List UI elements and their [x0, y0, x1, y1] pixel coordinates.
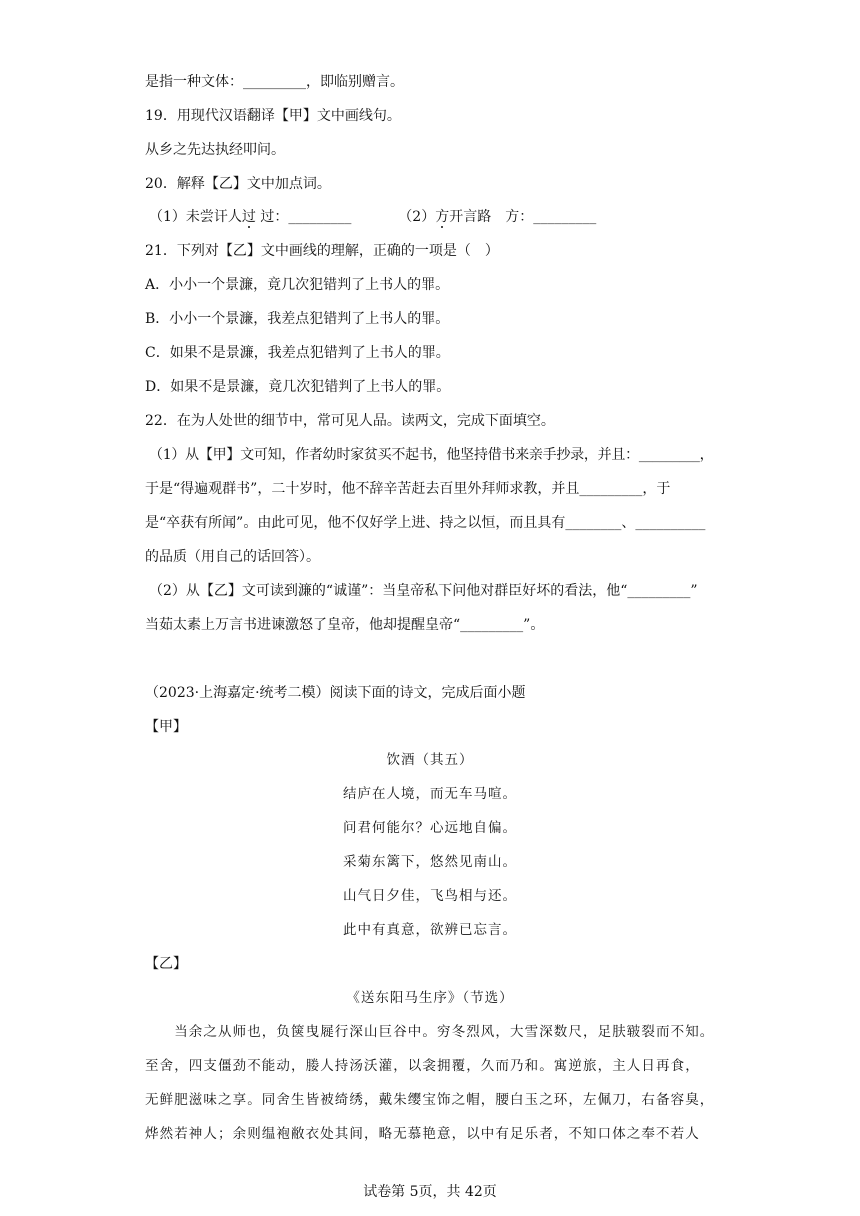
question-20: 20．解释【乙】文中加点词。	[145, 176, 331, 192]
question-21: 21．下列对【乙】文中画线的理解，正确的一项是（ ）	[145, 243, 499, 259]
poem-line: 结庐在人境，而无车马喧。	[343, 786, 517, 802]
question-21-option-c: C．如果不是景濂，我差点犯错判了上书人的罪。	[145, 345, 450, 361]
question-22-part1-line1: （1）从【甲】文可知，作者幼时家贫买不起书，他坚持借书来亲手抄录，并且：_________，	[149, 447, 714, 463]
question-22-part2-line2: 当茹太素上万言书进谏激怒了皇帝，他却提醒皇帝“_________”。	[145, 617, 545, 633]
question-21-option-b: B．小小一个景濂，我差点犯错判了上书人的罪。	[145, 311, 450, 327]
q20-item2-dotted-word: 方	[435, 209, 450, 225]
q20-item2-blank: 开言路 方：_________	[449, 209, 597, 225]
q20-item1-prefix: （1）未尝讦人	[149, 209, 242, 225]
q20-item1-blank: 过：_________	[255, 209, 352, 225]
q18-continuation: 是指一种文体：_________，即临别赠言。	[145, 74, 404, 90]
question-19: 19．用现代汉语翻译【甲】文中画线句。	[145, 108, 401, 124]
prose-line: 烨然若神人；余则缊袍敝衣处其间，略无慕艳意，以中有足乐者，不知口体之奉不若人	[145, 1126, 700, 1142]
question-22-part1-line4: 的品质（用自己的话回答）。	[145, 549, 320, 565]
q20-item1-dotted-word: 过	[241, 209, 256, 225]
prose-line: 当余之从师也，负箧曳屣行深山巨谷中。穷冬烈风，大雪深数尺，足肤皲裂而不知。	[145, 1024, 715, 1040]
prose-line: 至舍，四支僵劲不能动，媵人持汤沃灌，以衾拥覆，久而乃和。寓逆旅，主人日再食，	[145, 1058, 700, 1074]
label-jia: 【甲】	[145, 719, 187, 735]
poem-line: 山气日夕佳，飞鸟相与还。	[343, 888, 517, 904]
label-yi: 【乙】	[145, 956, 187, 972]
poem-title: 饮酒（其五）	[386, 752, 474, 768]
question-22-part1-line3: 是“卒获有所闻”。由此可见，他不仅好学上进、持之以恒，而且具有________、__________	[145, 515, 706, 531]
section-source: （2023·上海嘉定·统考二模）阅读下面的诗文，完成后面小题	[145, 685, 526, 701]
page-footer: 试卷第 5页，共 42页	[363, 1184, 497, 1200]
prose-line: 无鲜肥滋味之享。同舍生皆被绮绣，戴朱缨宝饰之帽，腰白玉之环，左佩刀，右备容臭，	[145, 1092, 715, 1108]
question-19-sentence: 从乡之先达执经叩问。	[145, 142, 285, 158]
question-21-option-d: D．如果不是景濂，竟几次犯错判了上书人的罪。	[145, 379, 451, 395]
question-22: 22．在为人处世的细节中，常可见人品。读两文，完成下面填空。	[145, 413, 555, 429]
question-20-items	[149, 207, 729, 227]
poem-line: 采菊东篱下，悠然见南山。	[343, 854, 517, 870]
prose-title: 《送东阳马生序》（节选）	[346, 990, 514, 1006]
poem-line: 此中有真意，欲辨已忘言。	[343, 922, 517, 938]
question-21-option-a: A．小小一个景濂，竟几次犯错判了上书人的罪。	[145, 277, 450, 293]
poem-line: 问君何能尔？心远地自偏。	[343, 820, 517, 836]
q20-item2-prefix: （2）	[398, 209, 436, 225]
question-22-part2-line1: （2）从【乙】文可读到濂的“诚谨”：当皇帝私下问他对群臣好坏的看法，他“_________”	[149, 583, 698, 599]
question-22-part1-line2: 于是“得遍观群书”，二十岁时，他不辞辛苦赶去百里外拜师求教，并且_________，于	[145, 481, 671, 497]
